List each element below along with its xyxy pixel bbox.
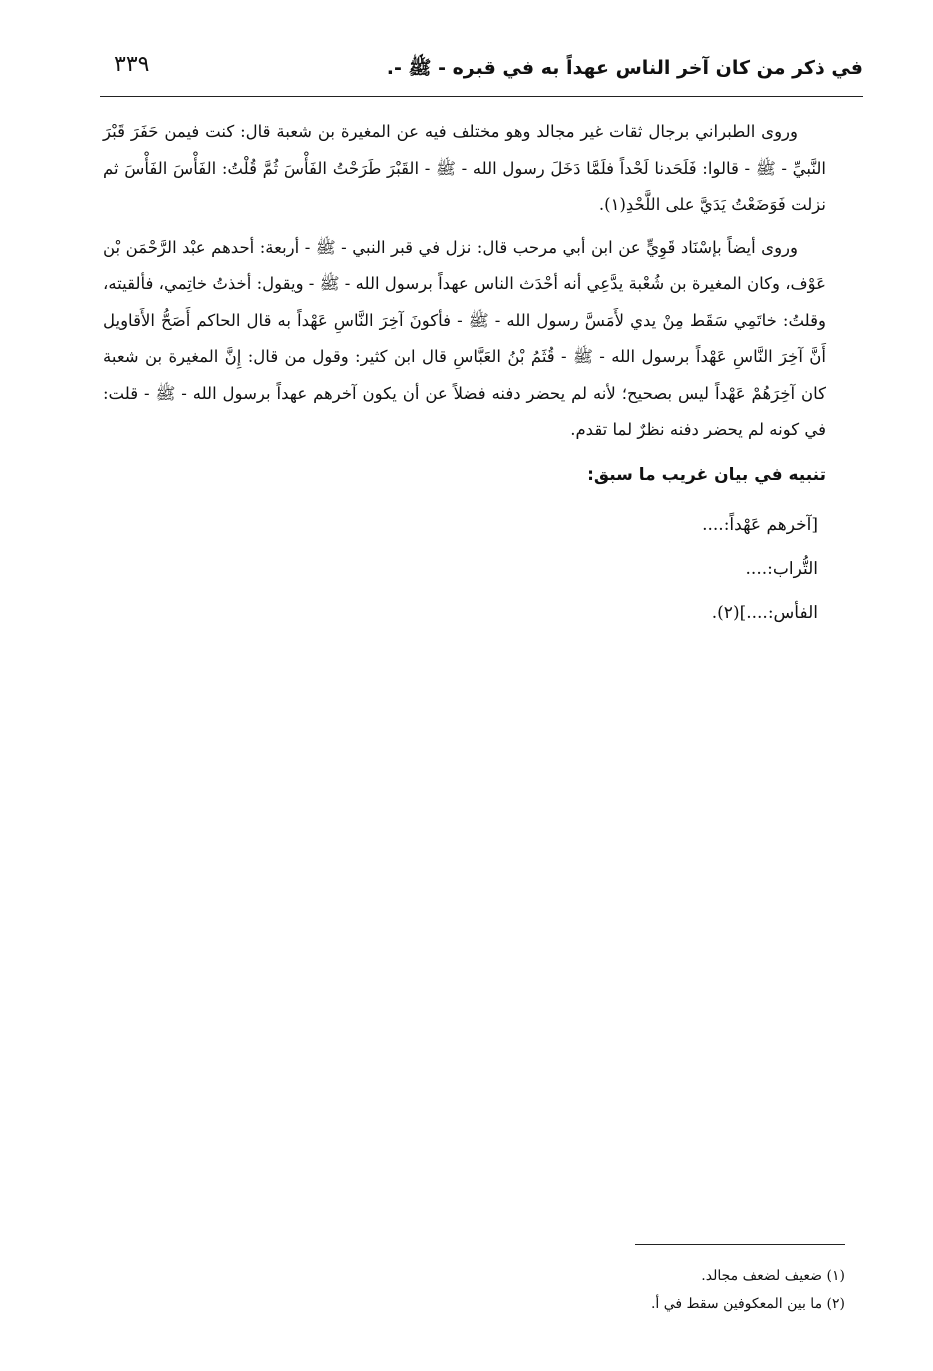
gloss-entry-3 xyxy=(103,591,818,635)
header-divider xyxy=(100,96,863,97)
footnote-ref-1: (١). xyxy=(598,195,626,214)
footnote-2: (٢) ما بين المعكوفين سقط في أ. xyxy=(650,1296,845,1312)
footnotes xyxy=(400,1262,845,1318)
footnote-ref-2: (٢). xyxy=(711,603,740,623)
page-number: ٣٣٩ xyxy=(114,52,150,77)
paragraph-2: وروى أيضاً بإسْنَاد قَوِيٍّ عن ابن أبي مرحب قال: نزل في قبر النبي - ﷺ - أربعة: أحدهم عبْد الرَّحْمَن بْن عَوْف، وكان المغيرة بن شُعْبة يدَّعِي أنه أحْدَث الناس عهداً برسول الله - ﷺ - ويقول: أخذتُ خاتِمي، فألقيته، وقلتُ: خاتَمِي سَقَط مِنْ يدي لأَمَسَّ رسول الله - ﷺ - فأكونَ آخِرَ النَّاسِ عَهْداً به قال الحاكم أَصَحُّ الأَقاويل أَنَّ آخِرَ النَّاسِ عَهْداً برسول الله - ﷺ - قُثَمُ بْنُ العَبَّاسِ قال ابن كثير: وقول من قال: إِنَّ المغيرة بن شعبة كان آخِرَهُمْ عَهْداً ليس بصحيح؛ لأنه لم يحضر دفنه فضلاً عن أن يكون آخرهم عهداً برسول الله - ﷺ - قلت: في كونه لم يحضر دفنه نظرٌ لما تقدم. xyxy=(103,237,826,439)
running-head: في ذكر من كان آخر الناس عهداً به في قبره - ﷺ -. xyxy=(386,57,863,79)
gloss-entry-1: [آخرهم عَهْداً:.... xyxy=(702,515,818,535)
main-text xyxy=(103,114,826,635)
paragraph-1-text: وروى الطبراني برجال ثقات غير مجالد وهو مختلف فيه عن المغيرة بن شعبة قال: كنت فيمن حَفَرَ قَبْرَ النَّبيِّ - ﷺ - قالوا: فَلَحَدنا لَحْداً فلَمَّا دَخَلَ رسول الله - ﷺ - القَبْرَ طَرَحْتُ الفَأْسَ ثُمَّ قُلْتُ: الفَأْسَ الفَأْسَ ثم نزلت فَوَضَعْتُ يَدَيَّ على اللَّحْدِ xyxy=(103,122,826,214)
footnote-1: (١) ضعيف لضعف مجالد. xyxy=(701,1268,845,1284)
paragraph-1 xyxy=(103,114,826,224)
footnote-divider xyxy=(635,1244,845,1245)
page-header xyxy=(100,52,863,96)
gloss-entry-2: التُّراب:.... xyxy=(745,559,818,579)
gloss-entry-3-text: الفأس:....] xyxy=(739,603,818,623)
notice-heading: تنبيه في بيان غريب ما سبق: xyxy=(587,464,826,485)
